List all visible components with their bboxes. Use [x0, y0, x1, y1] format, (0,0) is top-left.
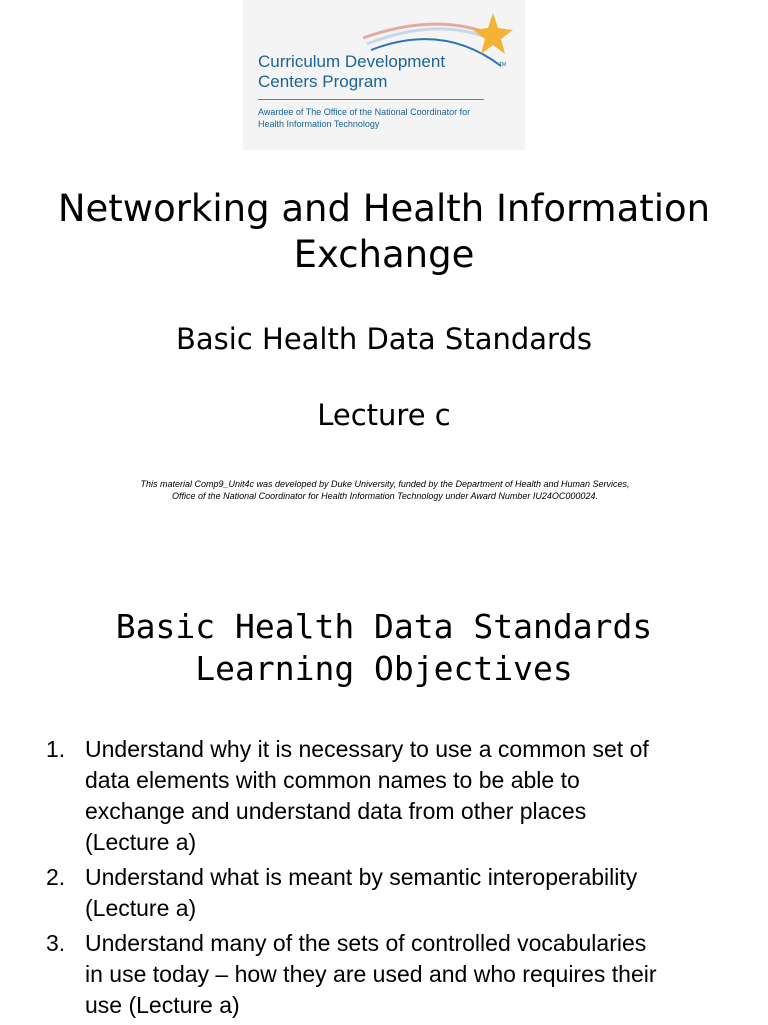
- lecture-label: Lecture c: [317, 398, 451, 432]
- slide-title: [0, 186, 768, 278]
- list-item-number: 3.: [46, 930, 66, 956]
- slide-title-line1: Networking and Health Information: [57, 187, 711, 230]
- list-item-line: data elements with common names to be able to: [85, 767, 580, 793]
- slide-title-line2: Exchange: [293, 233, 475, 276]
- slide-subtitle: Basic Health Data Standards: [176, 322, 592, 356]
- list-item: [46, 928, 746, 1021]
- list-item-line: exchange and understand data from other places: [85, 798, 587, 824]
- list-item-number: 2.: [46, 864, 66, 890]
- logo-trademark: TM: [499, 62, 507, 68]
- list-item-line: (Lecture a): [85, 895, 197, 921]
- list-item-line: (Lecture a): [85, 829, 197, 855]
- list-item-line: Understand many of the sets of controlled vocabularies: [85, 930, 647, 956]
- funding-credit-line1: This material Comp9_Unit4c was developed by Duke University, funded by the Department of Health and Human Services,: [140, 479, 630, 489]
- funding-credit: [90, 478, 680, 502]
- list-item-number: 1.: [46, 736, 66, 762]
- logo-awardee-line1: Awardee of The Office of the National Coordinator for: [258, 107, 471, 117]
- logo-awardee-line2: Health Information Technology: [258, 119, 380, 129]
- list-item-text: [85, 862, 746, 924]
- objectives-title-line1: Basic Health Data Standards: [115, 607, 653, 646]
- logo-program-name: [258, 52, 445, 92]
- logo-name-line2: Centers Program: [258, 72, 388, 91]
- list-item-line: Understand what is meant by semantic interoperability: [85, 864, 638, 890]
- logo-awardee-text: [258, 106, 503, 130]
- list-item-text: [85, 734, 746, 858]
- objectives-title: [0, 606, 768, 690]
- cdcp-logo: [243, 0, 525, 150]
- list-item-line: use (Lecture a): [85, 992, 240, 1018]
- list-item: [46, 862, 746, 924]
- funding-credit-line2: Office of the National Coordinator for Health Information Technology under Award Number IU24OC000024.: [172, 491, 598, 501]
- list-item-line: in use today – how they are used and who requires their: [85, 961, 657, 987]
- objectives-title-line2: Learning Objectives: [195, 649, 573, 688]
- logo-divider: [258, 99, 484, 100]
- list-item-text: [85, 928, 746, 1021]
- list-item-line: Understand why it is necessary to use a common set of: [85, 736, 649, 762]
- logo-name-line1: Curriculum Development: [258, 52, 446, 71]
- objectives-list: [46, 734, 746, 1025]
- list-item: [46, 734, 746, 858]
